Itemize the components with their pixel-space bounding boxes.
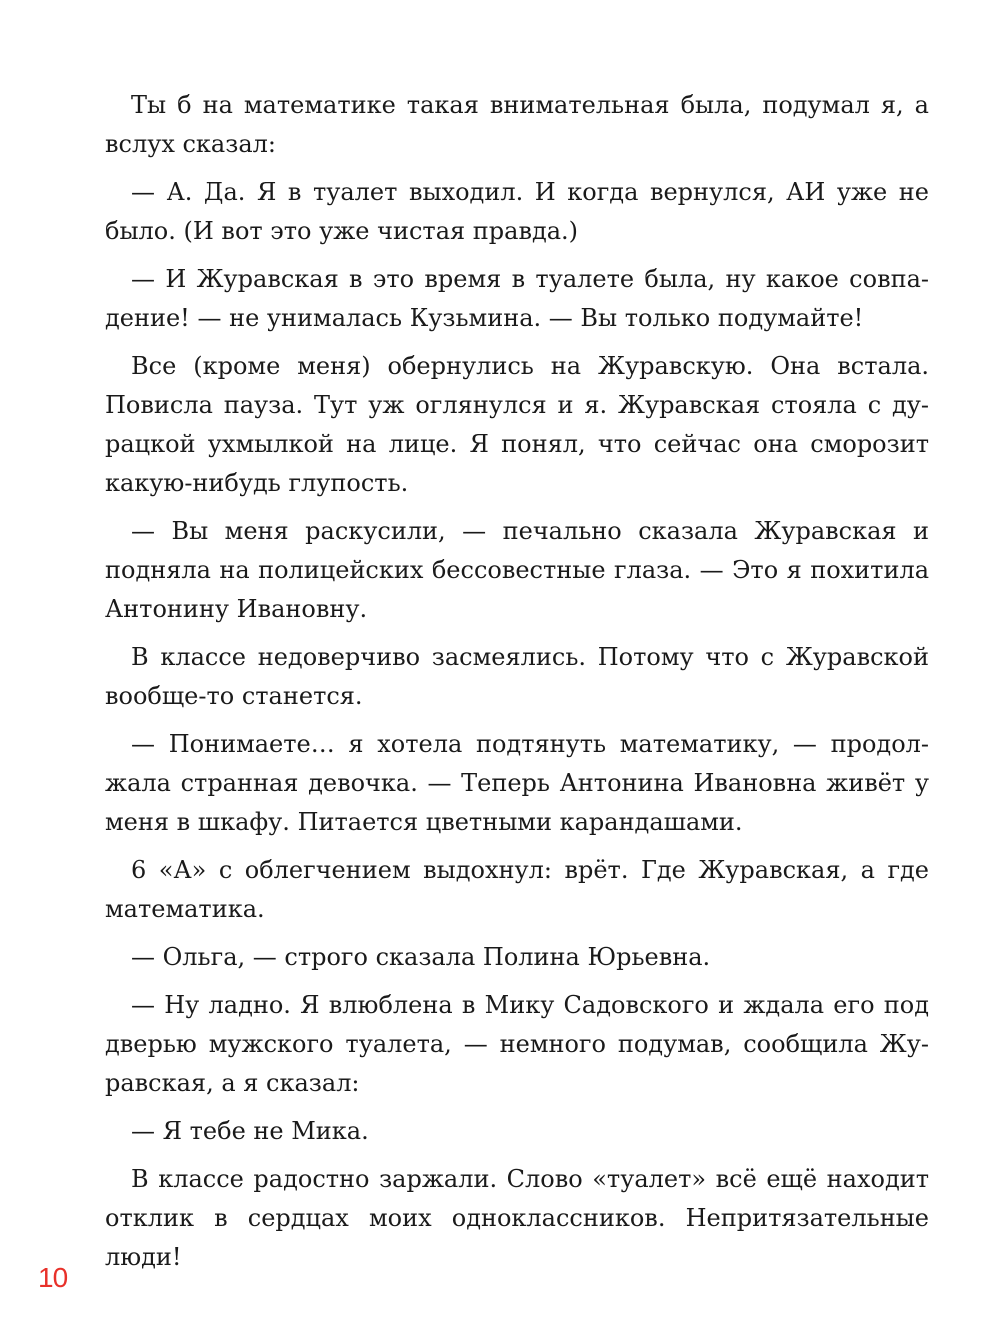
paragraph: — Вы меня раскусили, — печально сказала Журавская и подняла на полицейских бессовестные глаза. — Это я похитила Антонину Ивановну. [105, 517, 929, 623]
paragraph: Все (кроме меня) обернулись на Журавскую. Она встала. Повисла пауза. Тут уж оглянулся и я. Журавская стояла с дурацкой ухмылкой на лице. Я понял, что сейчас она сморозит какую-нибудь глупость. [105, 352, 929, 497]
paragraph: В классе радостно заржали. Слово «туалет» всё ещё находит отклик в сердцах моих одноклассников. Непритязательные люди! [105, 1165, 929, 1271]
paragraph: 6 «А» с облегчением выдохнул: врёт. Где Журавская, а где математика. [105, 856, 929, 923]
paragraph: — Я тебе не Мика. [131, 1117, 369, 1145]
page-number: 10 [38, 1262, 68, 1293]
paragraph: Ты б на математике такая внимательная была, подумал я, а вслух сказал: [105, 91, 929, 158]
paragraph: — А. Да. Я в туалет выходил. И когда вернулся, АИ уже не было. (И вот это уже чистая правда.) [105, 178, 929, 245]
paragraph: — Ну ладно. Я влюблена в Мику Садовского и ждала его под дверью мужского туалета, — немного подумав, сообщила Журавская, а я сказал: [105, 991, 929, 1097]
paragraph: — Ольга, — строго сказала Полина Юрьевна. [131, 943, 711, 971]
paragraph: — И Журавская в это время в туалете была, ну какое совпадение! — не унималась Кузьмина. — Вы только подумайте! [105, 265, 929, 332]
paragraph: — Понимаете… я хотела подтянуть математику, — продолжала странная девочка. — Теперь Антонина Ивановна живёт у меня в шкафу. Питается цветными карандашами. [105, 730, 929, 836]
page-body [105, 86, 929, 1286]
paragraph: В классе недоверчиво засмеялись. Потому что с Журавской вообще-то станется. [105, 643, 929, 710]
